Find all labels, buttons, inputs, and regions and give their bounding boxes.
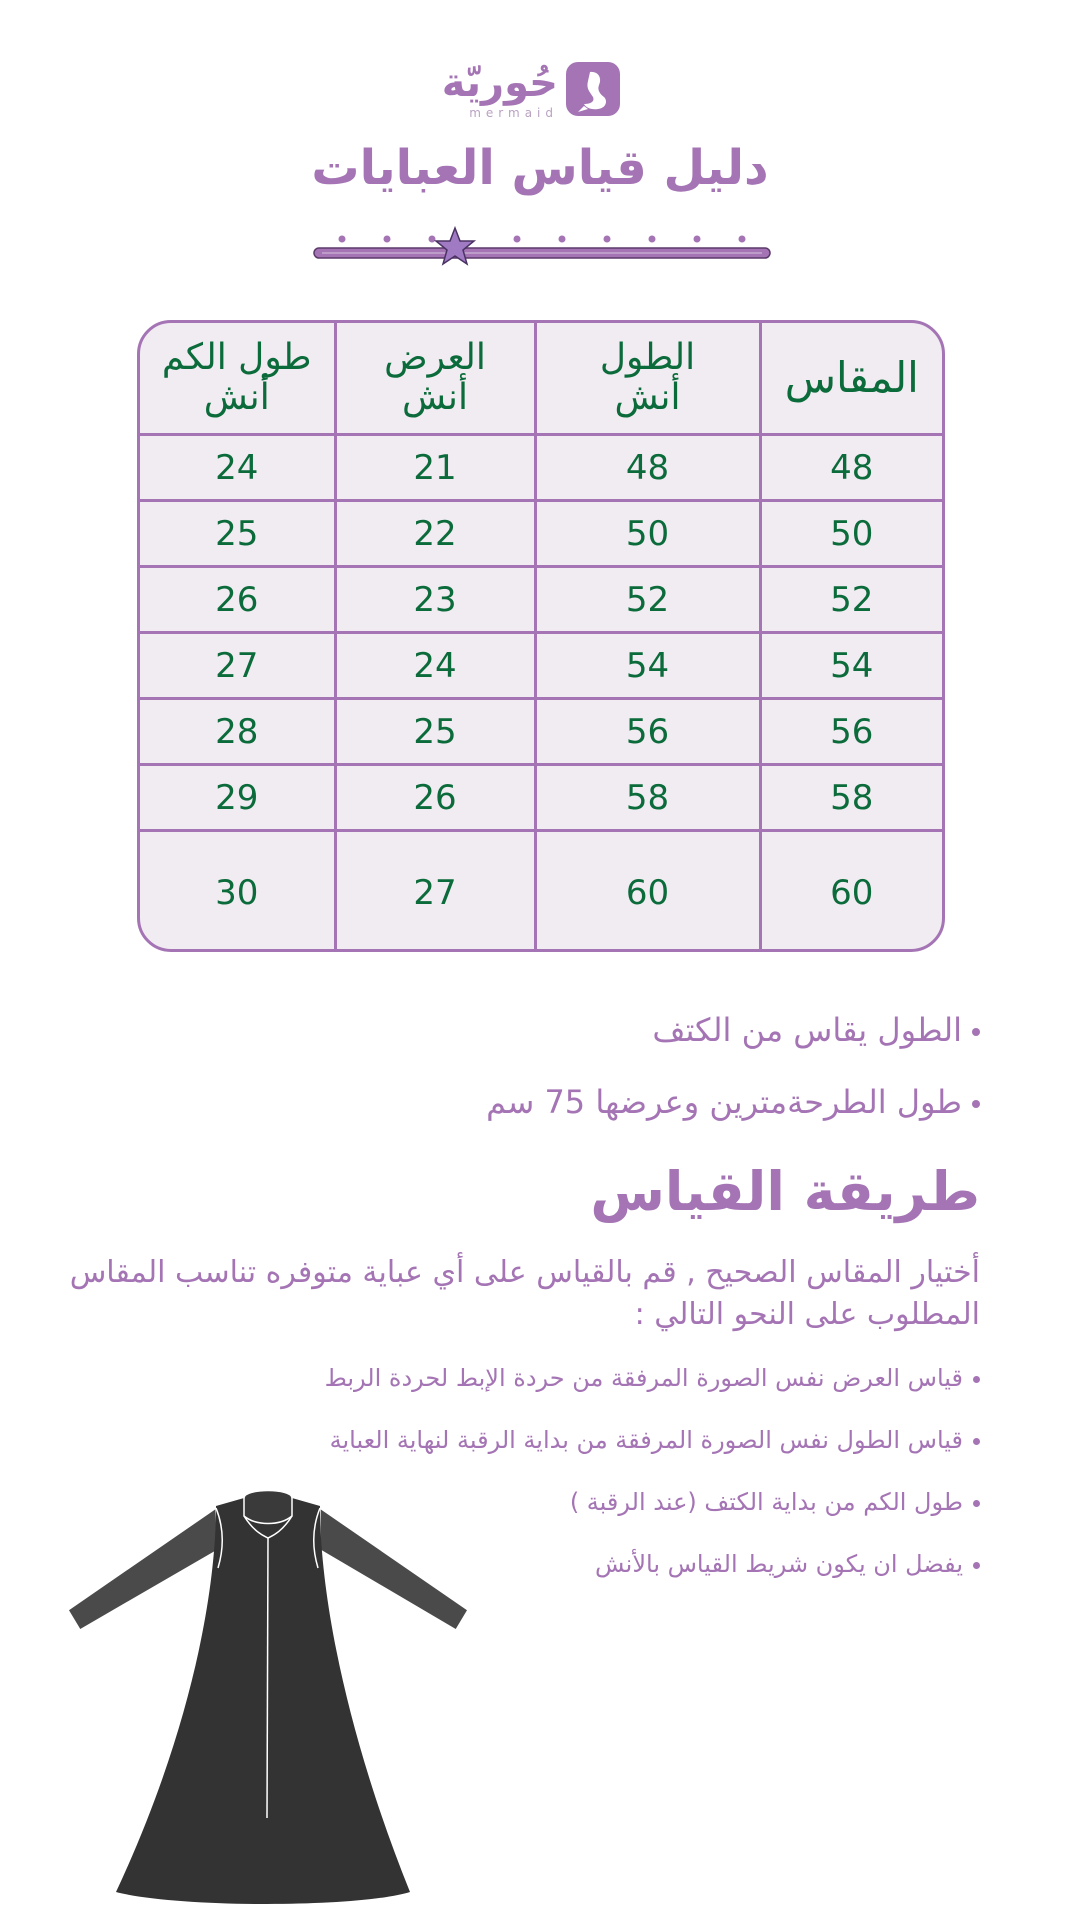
- step-text: قياس العرض نفس الصورة المرفقة من حردة الإبط لحردة الربط: [324, 1364, 963, 1392]
- bullet-icon: [973, 1562, 980, 1569]
- step-text: طول الكم من بداية الكتف (عند الرقبة ): [569, 1488, 963, 1516]
- table-row: [140, 435, 942, 501]
- cell-sleeve: 26: [140, 567, 335, 633]
- table-row: [140, 831, 942, 953]
- brand-tagline: mermaid: [469, 106, 558, 120]
- cell-sleeve: 29: [140, 765, 335, 831]
- header-size: المقاس: [760, 323, 942, 435]
- header-width: العرض أنش: [335, 323, 535, 435]
- header-sleeve: طول الكم أنش: [140, 323, 335, 435]
- cell-length: 50: [535, 501, 760, 567]
- cell-length: 54: [535, 633, 760, 699]
- abaya-illustration: [58, 1488, 478, 1908]
- table-row: [140, 765, 942, 831]
- cell-sleeve: 24: [140, 435, 335, 501]
- brand-name: حُوريّة: [441, 60, 558, 106]
- cell-sleeve: 27: [140, 633, 335, 699]
- note-text: طول الطرحةمترين وعرضها 75 سم: [486, 1083, 962, 1121]
- cell-size: 56: [760, 699, 942, 765]
- cell-length: 52: [535, 567, 760, 633]
- method-intro: أختيار المقاس الصحيح , قم بالقياس على أي عباية متوفره تناسب المقاس المطلوب على النحو التالي :: [69, 1255, 980, 1332]
- cell-size: 48: [760, 435, 942, 501]
- table-row: [140, 567, 942, 633]
- table-row: [140, 699, 942, 765]
- bullet-icon: [973, 1376, 980, 1383]
- list-item: [80, 1082, 980, 1122]
- page-title: دليل قياس العبايات: [311, 140, 769, 196]
- cell-size: 58: [760, 765, 942, 831]
- table-header-row: [140, 323, 942, 435]
- method-heading: طريقة القياس: [590, 1160, 980, 1223]
- cell-sleeve: 30: [140, 831, 335, 953]
- bullet-icon: [972, 1100, 980, 1108]
- title-divider: [312, 226, 772, 268]
- step-text: يفضل ان يكون شريط القياس بالأنش: [595, 1550, 963, 1578]
- cell-width: 27: [335, 831, 535, 953]
- cell-width: 23: [335, 567, 535, 633]
- cell-size: 50: [760, 501, 942, 567]
- cell-size: 60: [760, 831, 942, 953]
- cell-sleeve: 25: [140, 501, 335, 567]
- size-chart-table: [137, 320, 945, 952]
- cell-length: 48: [535, 435, 760, 501]
- cell-length: 56: [535, 699, 760, 765]
- bullet-icon: [973, 1500, 980, 1507]
- bullet-icon: [972, 1028, 980, 1036]
- cell-length: 60: [535, 831, 760, 953]
- cell-size: 54: [760, 633, 942, 699]
- cell-width: 22: [335, 501, 535, 567]
- cell-length: 58: [535, 765, 760, 831]
- bullet-icon: [973, 1438, 980, 1445]
- list-item: [80, 1010, 980, 1050]
- brand-logo: [441, 58, 620, 122]
- cell-sleeve: 28: [140, 699, 335, 765]
- list-item: [80, 1360, 980, 1396]
- mermaid-logo-icon: [566, 62, 620, 116]
- note-text: الطول يقاس من الكتف: [652, 1011, 962, 1049]
- header-length: الطول أنش: [535, 323, 760, 435]
- list-item: [80, 1422, 980, 1458]
- table-row: [140, 501, 942, 567]
- cell-width: 25: [335, 699, 535, 765]
- cell-width: 26: [335, 765, 535, 831]
- cell-size: 52: [760, 567, 942, 633]
- cell-width: 21: [335, 435, 535, 501]
- step-text: قياس الطول نفس الصورة المرفقة من بداية الرقبة لنهاية العباية: [329, 1426, 963, 1454]
- notes-list: [80, 1010, 980, 1154]
- table-row: [140, 633, 942, 699]
- cell-width: 24: [335, 633, 535, 699]
